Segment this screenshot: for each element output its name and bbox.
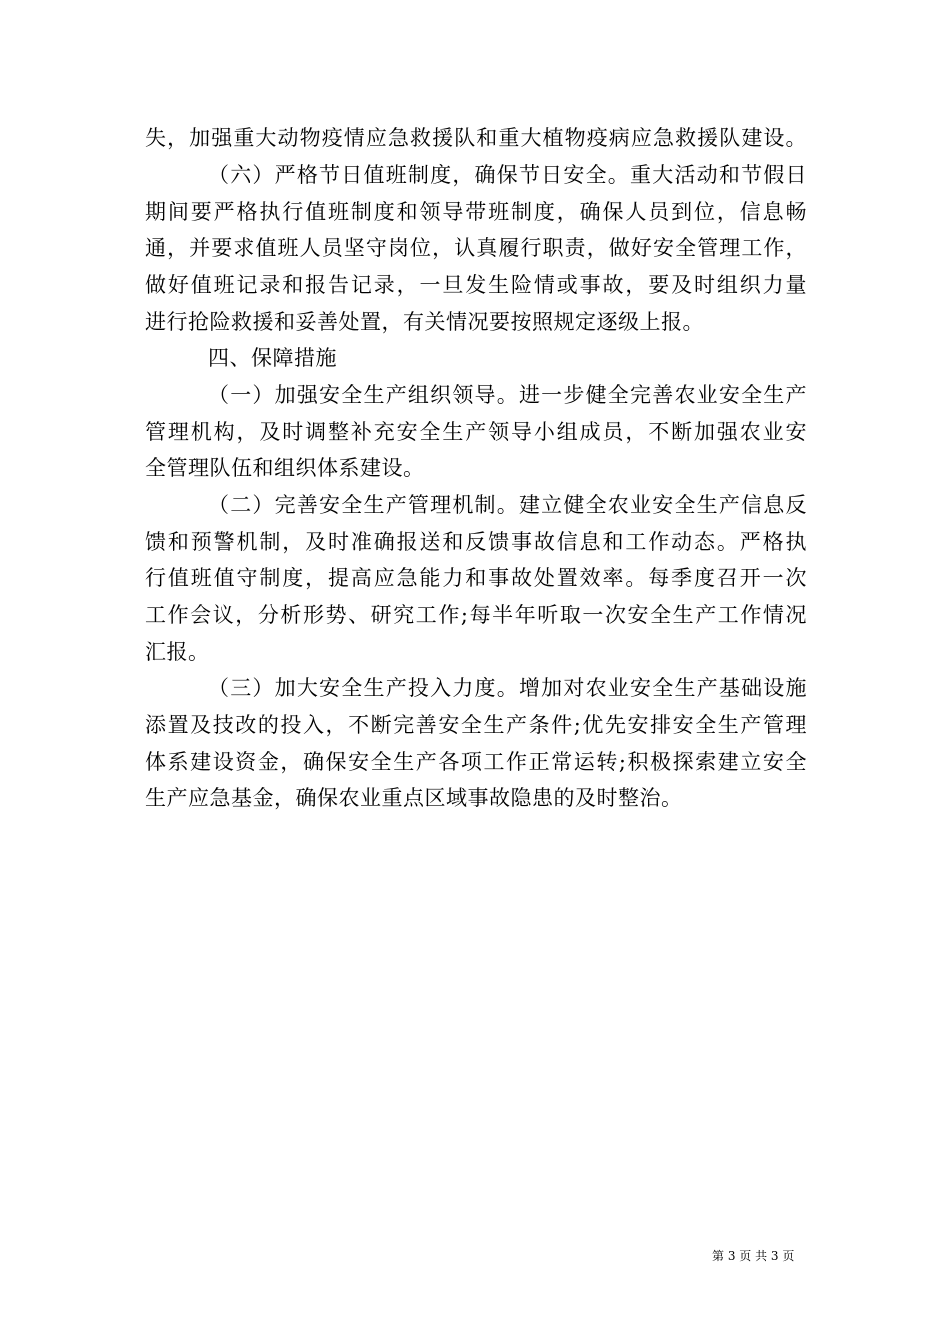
text-line: 全管理队伍和组织体系建设。	[145, 456, 425, 480]
text-line: （六）严格节日值班制度，确保节日安全。重大活动和节假日	[208, 163, 807, 187]
page-number-footer: 第 3 页 共 3 页	[712, 1249, 795, 1263]
text-line: 管理机构，及时调整补充安全生产领导小组成员，不断加强农业安	[145, 420, 807, 444]
text-line: 汇报。	[145, 640, 210, 664]
text-line: 进行抢险救援和妥善处置，有关情况要按照规定逐级上报。	[145, 310, 704, 334]
text-line: （二）完善安全生产管理机制。建立健全农业安全生产信息反	[208, 493, 807, 517]
text-line: （三）加大安全生产投入力度。增加对农业安全生产基础设施	[208, 676, 807, 700]
text-line: 体系建设资金，确保安全生产各项工作正常运转;积极探索建立安全	[145, 750, 807, 774]
text-line: 生产应急基金，确保农业重点区域事故隐患的及时整治。	[145, 786, 683, 810]
text-line: 做好值班记录和报告记录，一旦发生险情或事故，要及时组织力量	[145, 273, 807, 297]
text-line: 工作会议，分析形势、研究工作;每半年听取一次安全生产工作情况	[145, 603, 807, 627]
text-line: （一）加强安全生产组织领导。进一步健全完善农业安全生产	[208, 383, 807, 407]
text-line: 通，并要求值班人员坚守岗位，认真履行职责，做好安全管理工作，	[145, 236, 807, 260]
text-line: 馈和预警机制，及时准确报送和反馈事故信息和工作动态。严格执	[145, 530, 807, 554]
text-line: 行值班值守制度，提高应急能力和事故处置效率。每季度召开一次	[145, 566, 807, 590]
text-line: 失，加强重大动物疫情应急救援队和重大植物疫病应急救援队建设。	[145, 126, 807, 150]
text-line: 添置及技改的投入，不断完善安全生产条件;优先安排安全生产管理	[145, 713, 807, 737]
text-line: 期间要严格执行值班制度和领导带班制度，确保人员到位，信息畅	[145, 200, 807, 224]
section-heading: 四、保障措施	[208, 346, 337, 370]
